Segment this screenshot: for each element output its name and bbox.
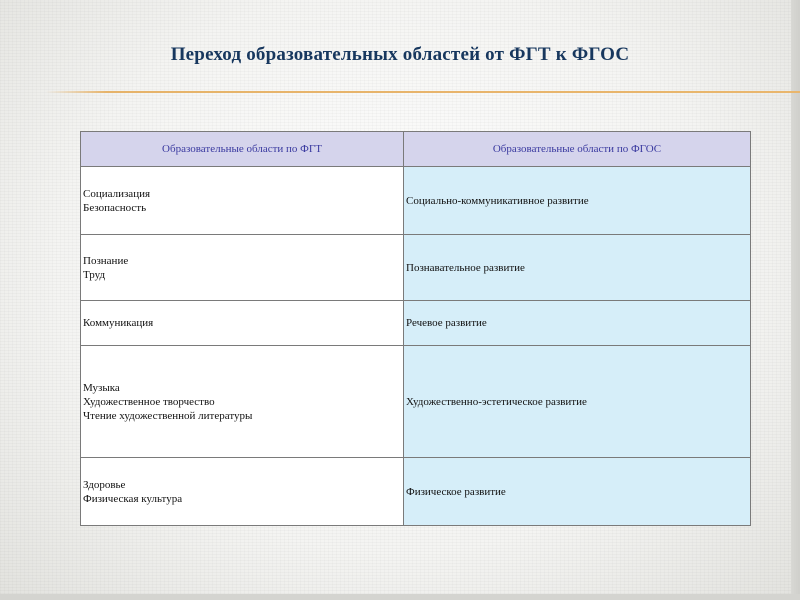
table-row	[81, 167, 751, 235]
fgt-area: Познание	[83, 254, 129, 267]
table-row	[81, 346, 751, 458]
fgt-area: Музыка	[83, 381, 120, 394]
header-fgos: Образовательные области по ФГОС	[404, 132, 751, 167]
slide-frame-right	[791, 0, 800, 600]
slide-frame-bottom	[0, 594, 800, 600]
fgos-cell: Познавательное развитие	[404, 235, 751, 301]
fgt-cell	[81, 458, 404, 526]
fgos-cell: Физическое развитие	[404, 458, 751, 526]
fgos-cell: Социально-коммуникативное развитие	[404, 167, 751, 235]
fgt-cell	[81, 301, 404, 346]
fgt-area: Безопасность	[83, 201, 147, 214]
table-row	[81, 301, 751, 346]
table-row	[81, 235, 751, 301]
fgt-cell	[81, 167, 404, 235]
fgt-area: Коммуникация	[83, 317, 154, 329]
fgt-area: Социализация	[83, 187, 151, 200]
fgos-cell: Речевое развитие	[404, 301, 751, 346]
slide-title: Переход образовательных областей от ФГТ к ФГОС	[170, 44, 630, 65]
fgt-area: Здоровье	[83, 478, 126, 491]
fgos-cell: Художественно-эстетическое развитие	[404, 346, 751, 458]
fgt-cell	[81, 346, 404, 458]
table-header-row	[81, 132, 751, 167]
fgt-area: Художественное творчество	[83, 395, 215, 408]
fgt-cell	[81, 235, 404, 301]
fgt-area: Труд	[83, 268, 106, 281]
comparison-table	[80, 131, 751, 526]
fgt-area: Чтение художественной литературы	[83, 409, 253, 422]
title-divider	[46, 91, 800, 93]
fgt-area: Физическая культура	[83, 492, 183, 505]
table-row	[81, 458, 751, 526]
header-fgt: Образовательные области по ФГТ	[81, 132, 404, 167]
